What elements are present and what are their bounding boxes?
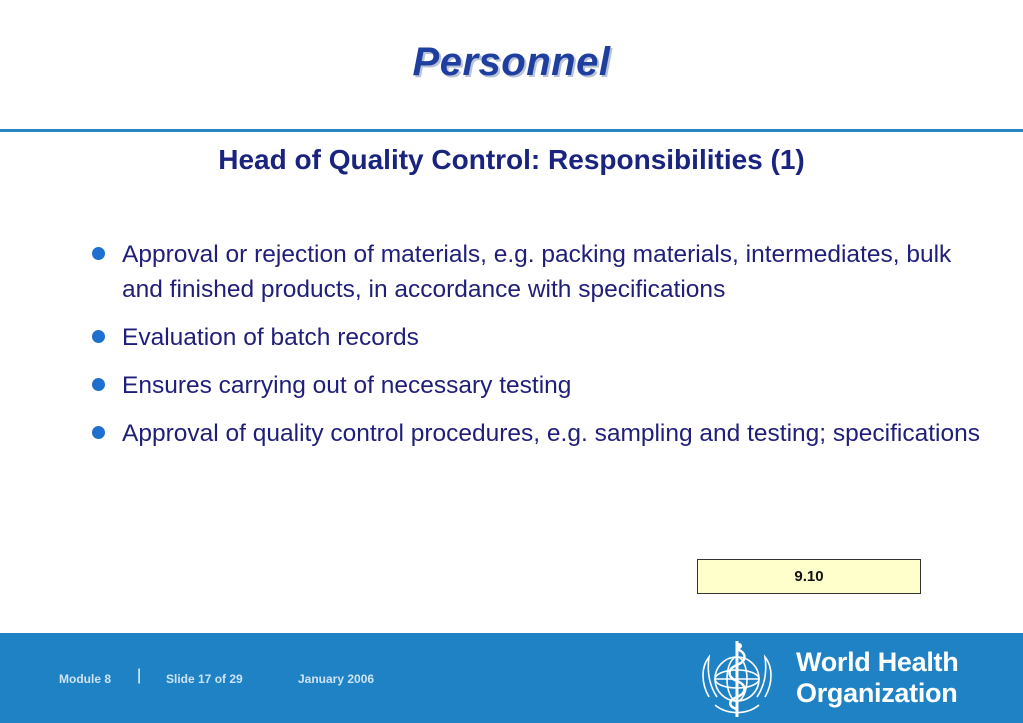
slide-title: Personnel <box>412 40 611 84</box>
bullet-text: Ensures carrying out of necessary testing <box>122 372 572 399</box>
who-emblem-icon <box>695 637 779 721</box>
bullet-text: Evaluation of batch records <box>122 324 419 351</box>
bullet-dot-icon <box>92 330 105 343</box>
bullet-list <box>92 237 982 464</box>
footer-bar <box>0 633 1023 723</box>
bullet-dot-icon <box>92 378 105 391</box>
bullet-dot-icon <box>92 247 105 260</box>
title-divider <box>0 129 1023 132</box>
reference-box: 9.10 <box>697 559 921 594</box>
org-line-2: Organization <box>796 678 958 708</box>
bullet-item <box>92 237 982 307</box>
slide-number: Slide 17 of 29 <box>166 672 243 686</box>
bullet-item <box>92 320 982 355</box>
bullet-item <box>92 416 982 451</box>
bullet-text: Approval of quality control procedures, e.g. sampling and testing; specifications <box>122 420 980 447</box>
module-label: Module 8 <box>59 672 112 686</box>
bullet-item <box>92 368 982 403</box>
footer-separator: | <box>137 667 142 684</box>
slide-subtitle: Head of Quality Control: Responsibilities (1) <box>218 144 805 175</box>
who-organization-name <box>796 647 958 709</box>
bullet-text: Approval or rejection of materials, e.g. packing materials, intermediates, bulk and finished products, in accordance with specifications <box>122 241 952 303</box>
bullet-dot-icon <box>92 426 105 439</box>
org-line-1: World Health <box>796 647 959 677</box>
footer-date: January 2006 <box>298 672 375 686</box>
